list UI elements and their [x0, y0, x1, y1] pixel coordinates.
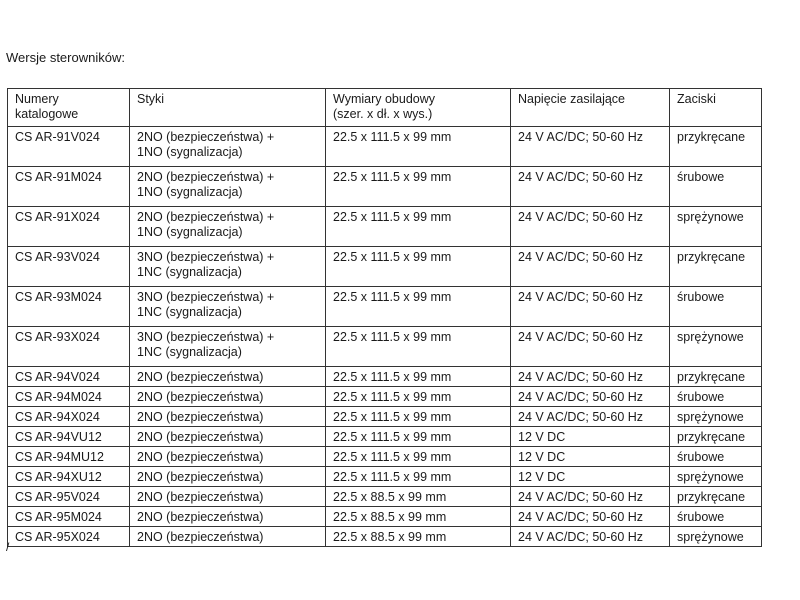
- cell-terminals: sprężynowe: [670, 327, 762, 367]
- header-catalog-numbers: Numery katalogowe: [8, 89, 130, 127]
- cell-catalog-number: CS AR-94M024: [8, 387, 130, 407]
- table-row: [8, 247, 762, 287]
- cell-dimensions: 22.5 x 111.5 x 99 mm: [326, 407, 511, 427]
- trailing-mark: /: [6, 540, 10, 554]
- cell-voltage: 12 V DC: [511, 467, 670, 487]
- cell-terminals: przykręcane: [670, 247, 762, 287]
- cell-contacts: 3NO (bezpieczeństwa) + 1NC (sygnalizacja): [130, 247, 326, 287]
- document-heading: Wersje sterowników:: [6, 50, 125, 65]
- header-supply-voltage: Napięcie zasilające: [511, 89, 670, 127]
- cell-voltage: 24 V AC/DC; 50-60 Hz: [511, 367, 670, 387]
- cell-dimensions: 22.5 x 111.5 x 99 mm: [326, 287, 511, 327]
- cell-catalog-number: CS AR-91M024: [8, 167, 130, 207]
- cell-dimensions: 22.5 x 111.5 x 99 mm: [326, 327, 511, 367]
- cell-dimensions: 22.5 x 111.5 x 99 mm: [326, 207, 511, 247]
- cell-dimensions: 22.5 x 88.5 x 99 mm: [326, 527, 511, 547]
- cell-dimensions: 22.5 x 111.5 x 99 mm: [326, 367, 511, 387]
- cell-voltage: 24 V AC/DC; 50-60 Hz: [511, 207, 670, 247]
- cell-catalog-number: CS AR-93X024: [8, 327, 130, 367]
- cell-catalog-number: CS AR-94X024: [8, 407, 130, 427]
- table-row: [8, 407, 762, 427]
- cell-voltage: 24 V AC/DC; 50-60 Hz: [511, 387, 670, 407]
- cell-contacts: 2NO (bezpieczeństwa): [130, 487, 326, 507]
- cell-contacts: 2NO (bezpieczeństwa): [130, 467, 326, 487]
- cell-catalog-number: CS AR-93V024: [8, 247, 130, 287]
- cell-voltage: 24 V AC/DC; 50-60 Hz: [511, 507, 670, 527]
- cell-terminals: śrubowe: [670, 167, 762, 207]
- table-row: [8, 167, 762, 207]
- cell-terminals: przykręcane: [670, 127, 762, 167]
- table-body: [8, 127, 762, 547]
- cell-contacts: 3NO (bezpieczeństwa) + 1NC (sygnalizacja): [130, 287, 326, 327]
- cell-contacts: 2NO (bezpieczeństwa): [130, 387, 326, 407]
- cell-voltage: 24 V AC/DC; 50-60 Hz: [511, 527, 670, 547]
- header-terminals: Zaciski: [670, 89, 762, 127]
- cell-dimensions: 22.5 x 88.5 x 99 mm: [326, 507, 511, 527]
- cell-contacts: 2NO (bezpieczeństwa): [130, 527, 326, 547]
- cell-voltage: 24 V AC/DC; 50-60 Hz: [511, 127, 670, 167]
- cell-catalog-number: CS AR-95M024: [8, 507, 130, 527]
- cell-catalog-number: CS AR-94MU12: [8, 447, 130, 467]
- cell-dimensions: 22.5 x 111.5 x 99 mm: [326, 167, 511, 207]
- cell-contacts: 2NO (bezpieczeństwa) + 1NO (sygnalizacja): [130, 127, 326, 167]
- table-header-row: [8, 89, 762, 127]
- cell-dimensions: 22.5 x 111.5 x 99 mm: [326, 387, 511, 407]
- cell-terminals: sprężynowe: [670, 527, 762, 547]
- cell-dimensions: 22.5 x 111.5 x 99 mm: [326, 127, 511, 167]
- controller-versions-table: [7, 88, 762, 547]
- table-row: [8, 327, 762, 367]
- cell-catalog-number: CS AR-94XU12: [8, 467, 130, 487]
- cell-catalog-number: CS AR-94VU12: [8, 427, 130, 447]
- cell-voltage: 24 V AC/DC; 50-60 Hz: [511, 407, 670, 427]
- table-row: [8, 427, 762, 447]
- table-row: [8, 287, 762, 327]
- header-housing-dimensions: Wymiary obudowy (szer. x dł. x wys.): [326, 89, 511, 127]
- cell-terminals: śrubowe: [670, 447, 762, 467]
- cell-terminals: sprężynowe: [670, 207, 762, 247]
- cell-dimensions: 22.5 x 111.5 x 99 mm: [326, 467, 511, 487]
- cell-dimensions: 22.5 x 88.5 x 99 mm: [326, 487, 511, 507]
- table-row: [8, 447, 762, 467]
- cell-voltage: 24 V AC/DC; 50-60 Hz: [511, 487, 670, 507]
- cell-terminals: sprężynowe: [670, 467, 762, 487]
- cell-catalog-number: CS AR-95V024: [8, 487, 130, 507]
- cell-terminals: śrubowe: [670, 507, 762, 527]
- cell-voltage: 12 V DC: [511, 447, 670, 467]
- cell-contacts: 2NO (bezpieczeństwa): [130, 367, 326, 387]
- cell-terminals: przykręcane: [670, 427, 762, 447]
- cell-terminals: przykręcane: [670, 487, 762, 507]
- cell-contacts: 2NO (bezpieczeństwa) + 1NO (sygnalizacja): [130, 207, 326, 247]
- table-row: [8, 467, 762, 487]
- cell-terminals: śrubowe: [670, 387, 762, 407]
- cell-contacts: 3NO (bezpieczeństwa) + 1NC (sygnalizacja): [130, 327, 326, 367]
- cell-terminals: sprężynowe: [670, 407, 762, 427]
- cell-voltage: 24 V AC/DC; 50-60 Hz: [511, 287, 670, 327]
- table-row: [8, 367, 762, 387]
- cell-terminals: przykręcane: [670, 367, 762, 387]
- cell-voltage: 24 V AC/DC; 50-60 Hz: [511, 247, 670, 287]
- cell-dimensions: 22.5 x 111.5 x 99 mm: [326, 447, 511, 467]
- cell-contacts: 2NO (bezpieczeństwa): [130, 447, 326, 467]
- table-row: [8, 487, 762, 507]
- cell-catalog-number: CS AR-95X024: [8, 527, 130, 547]
- cell-voltage: 12 V DC: [511, 427, 670, 447]
- cell-catalog-number: CS AR-94V024: [8, 367, 130, 387]
- table-row: [8, 127, 762, 167]
- cell-catalog-number: CS AR-91X024: [8, 207, 130, 247]
- table-row: [8, 527, 762, 547]
- cell-dimensions: 22.5 x 111.5 x 99 mm: [326, 427, 511, 447]
- cell-contacts: 2NO (bezpieczeństwa): [130, 407, 326, 427]
- cell-voltage: 24 V AC/DC; 50-60 Hz: [511, 167, 670, 207]
- cell-contacts: 2NO (bezpieczeństwa): [130, 507, 326, 527]
- cell-dimensions: 22.5 x 111.5 x 99 mm: [326, 247, 511, 287]
- cell-catalog-number: CS AR-93M024: [8, 287, 130, 327]
- table-row: [8, 387, 762, 407]
- table-row: [8, 507, 762, 527]
- cell-terminals: śrubowe: [670, 287, 762, 327]
- cell-voltage: 24 V AC/DC; 50-60 Hz: [511, 327, 670, 367]
- table-row: [8, 207, 762, 247]
- header-contacts: Styki: [130, 89, 326, 127]
- cell-contacts: 2NO (bezpieczeństwa): [130, 427, 326, 447]
- cell-catalog-number: CS AR-91V024: [8, 127, 130, 167]
- cell-contacts: 2NO (bezpieczeństwa) + 1NO (sygnalizacja): [130, 167, 326, 207]
